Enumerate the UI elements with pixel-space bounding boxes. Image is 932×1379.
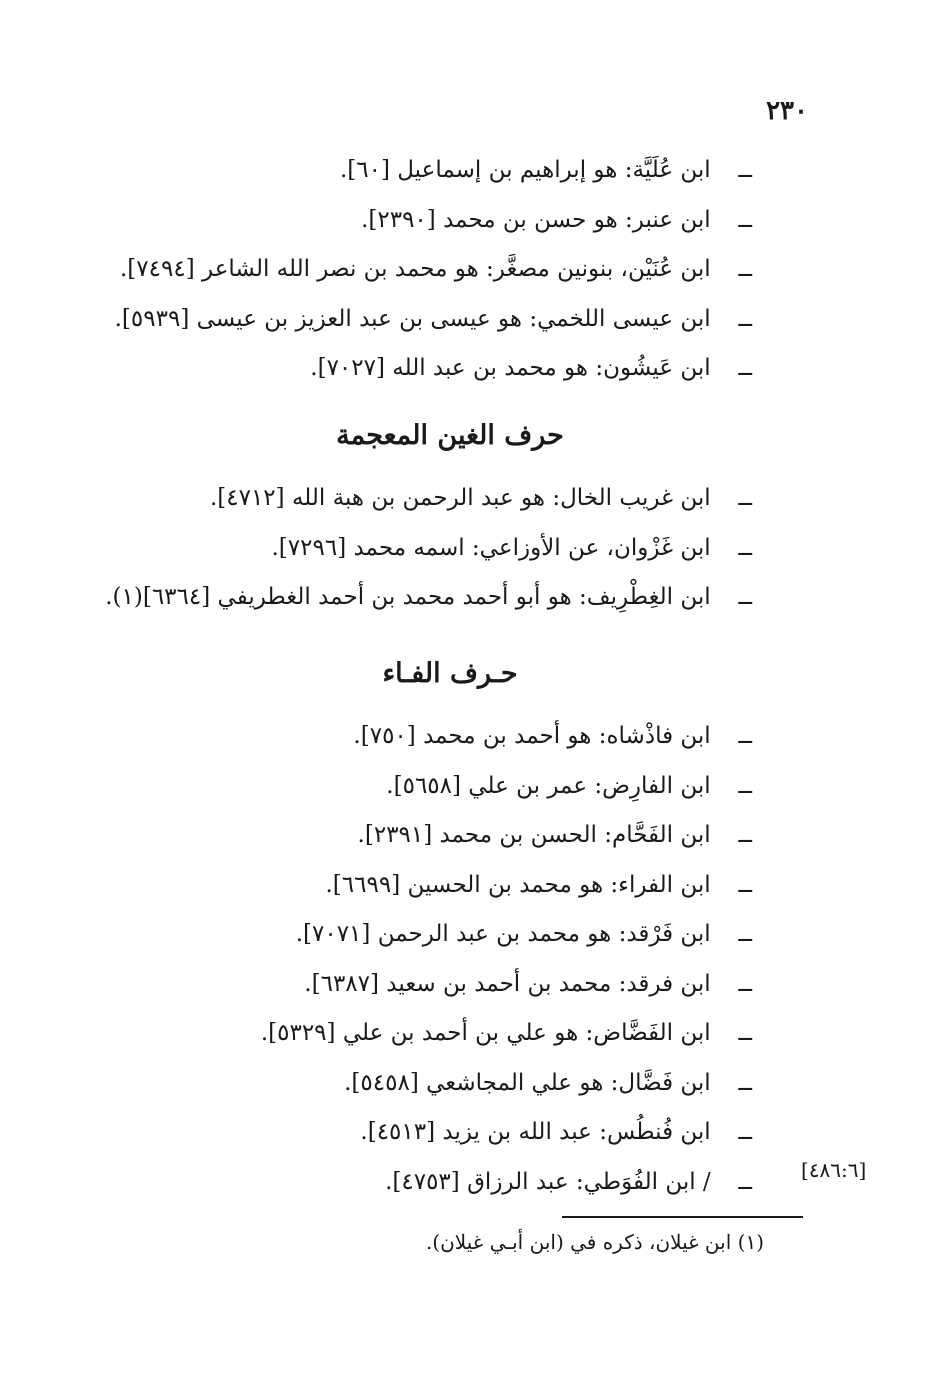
footnote: (١) ابن غيلان، ذكره في (ابن أبـي غيلان). bbox=[425, 1230, 764, 1254]
entry bbox=[72, 762, 752, 812]
entry bbox=[72, 1108, 752, 1158]
entry-dash: ــ bbox=[738, 157, 752, 183]
entry-dash: ــ bbox=[738, 921, 752, 947]
entry-text: ابن عيسى اللخمي: هو عيسى بن عبد العزيز بن عيسى [٥٩٣٩]. bbox=[114, 305, 711, 332]
footnote-divider bbox=[562, 1216, 803, 1218]
entry-dash: ــ bbox=[738, 723, 752, 749]
entry bbox=[72, 1158, 752, 1208]
entry-text: ابن الفارِض: عمر بن علي [٥٦٥٨]. bbox=[386, 772, 711, 799]
entry bbox=[72, 910, 752, 960]
entry-text: ابن عُنَيْن، بنونين مصغَّر: هو محمد بن نصر الله الشاعر [٧٤٩٤]. bbox=[120, 256, 711, 282]
entry-text: ابن عُلَيَّة: هو إبراهيم بن إسماعيل [٦٠]. bbox=[339, 157, 711, 183]
entry bbox=[72, 474, 752, 524]
entry-dash: ــ bbox=[738, 1119, 752, 1145]
margin-reference: [٤٨٦:٦] bbox=[801, 1158, 867, 1182]
entry-dash: ــ bbox=[738, 871, 752, 898]
entry bbox=[72, 811, 752, 861]
entry bbox=[72, 1059, 752, 1109]
entry-dash: ــ bbox=[738, 355, 752, 381]
entry-text: ابن غَزْوان، عن الأوزاعي: اسمه محمد [٧٢٩٦]. bbox=[271, 534, 711, 561]
entry-dash: ــ bbox=[738, 970, 752, 997]
entry-dash: ــ bbox=[738, 206, 752, 233]
entry bbox=[72, 960, 752, 1010]
entry-dash: ــ bbox=[738, 1069, 752, 1096]
entry-dash: ــ bbox=[738, 305, 752, 332]
entry bbox=[72, 861, 752, 911]
entry-text: ابن الفَحَّام: الحسن بن محمد [٢٣٩١]. bbox=[357, 822, 711, 848]
entry-dash: ــ bbox=[738, 1168, 752, 1195]
entry-text: ابن فَرْقد: هو محمد بن عبد الرحمن [٧٠٧١]. bbox=[295, 921, 711, 947]
entry bbox=[72, 245, 752, 295]
entry bbox=[72, 295, 752, 345]
page-number: ٢٣٠ bbox=[766, 96, 808, 126]
entry-dash: ــ bbox=[738, 772, 752, 799]
entry-text: ابن الفَضَّاض: هو علي بن أحمد بن علي [٥٣٢٩]. bbox=[260, 1020, 711, 1046]
entries-ain bbox=[72, 146, 752, 394]
entry-text: ابن عنبر: هو حسن بن محمد [٢٣٩٠]. bbox=[361, 206, 711, 233]
entry-dash: ــ bbox=[738, 256, 752, 282]
entry-dash: ــ bbox=[738, 584, 752, 610]
entry bbox=[72, 146, 752, 196]
entry-text: ابن فرقد: محمد بن أحمد بن سعيد [٦٣٨٧]. bbox=[304, 970, 711, 997]
section-heading-fa: حـرف الفـاء bbox=[382, 658, 518, 689]
entry-text: ابن الفراء: هو محمد بن الحسين [٦٦٩٩]. bbox=[325, 871, 711, 898]
section-heading-ghain: حرف الغين المعجمة bbox=[336, 420, 564, 451]
entries-ghain bbox=[72, 474, 752, 623]
entry bbox=[72, 524, 752, 574]
entry-text: ابن عَيشُون: هو محمد بن عبد الله [٧٠٢٧]. bbox=[310, 355, 711, 381]
entry-text: ابن فُنطُس: عبد الله بن يزيد [٤٥١٣]. bbox=[360, 1119, 711, 1145]
entries-fa bbox=[72, 712, 752, 1207]
entry-text: ابن غريب الخال: هو عبد الرحمن بن هبة الله [٤٧١٢]. bbox=[209, 485, 711, 511]
entry bbox=[72, 573, 752, 623]
entry-dash: ــ bbox=[738, 534, 752, 561]
entry-text: ابن فاذْشاه: هو أحمد بن محمد [٧٥٠]. bbox=[353, 723, 711, 749]
entry bbox=[72, 344, 752, 394]
entry-text: ابن فَضَّال: هو علي المجاشعي [٥٤٥٨]. bbox=[344, 1069, 711, 1096]
entry-dash: ــ bbox=[738, 1020, 752, 1046]
entry-text: ابن الغِطْرِيف: هو أبو أحمد محمد بن أحمد الغطريفي [٦٣٦٤](١). bbox=[105, 584, 711, 610]
entry-dash: ــ bbox=[738, 822, 752, 848]
entry bbox=[72, 196, 752, 246]
entry bbox=[72, 1009, 752, 1059]
entry-text: / ابن الفُوَطي: عبد الرزاق [٤٧٥٣]. bbox=[385, 1168, 711, 1195]
entry-dash: ــ bbox=[738, 485, 752, 511]
entry bbox=[72, 712, 752, 762]
